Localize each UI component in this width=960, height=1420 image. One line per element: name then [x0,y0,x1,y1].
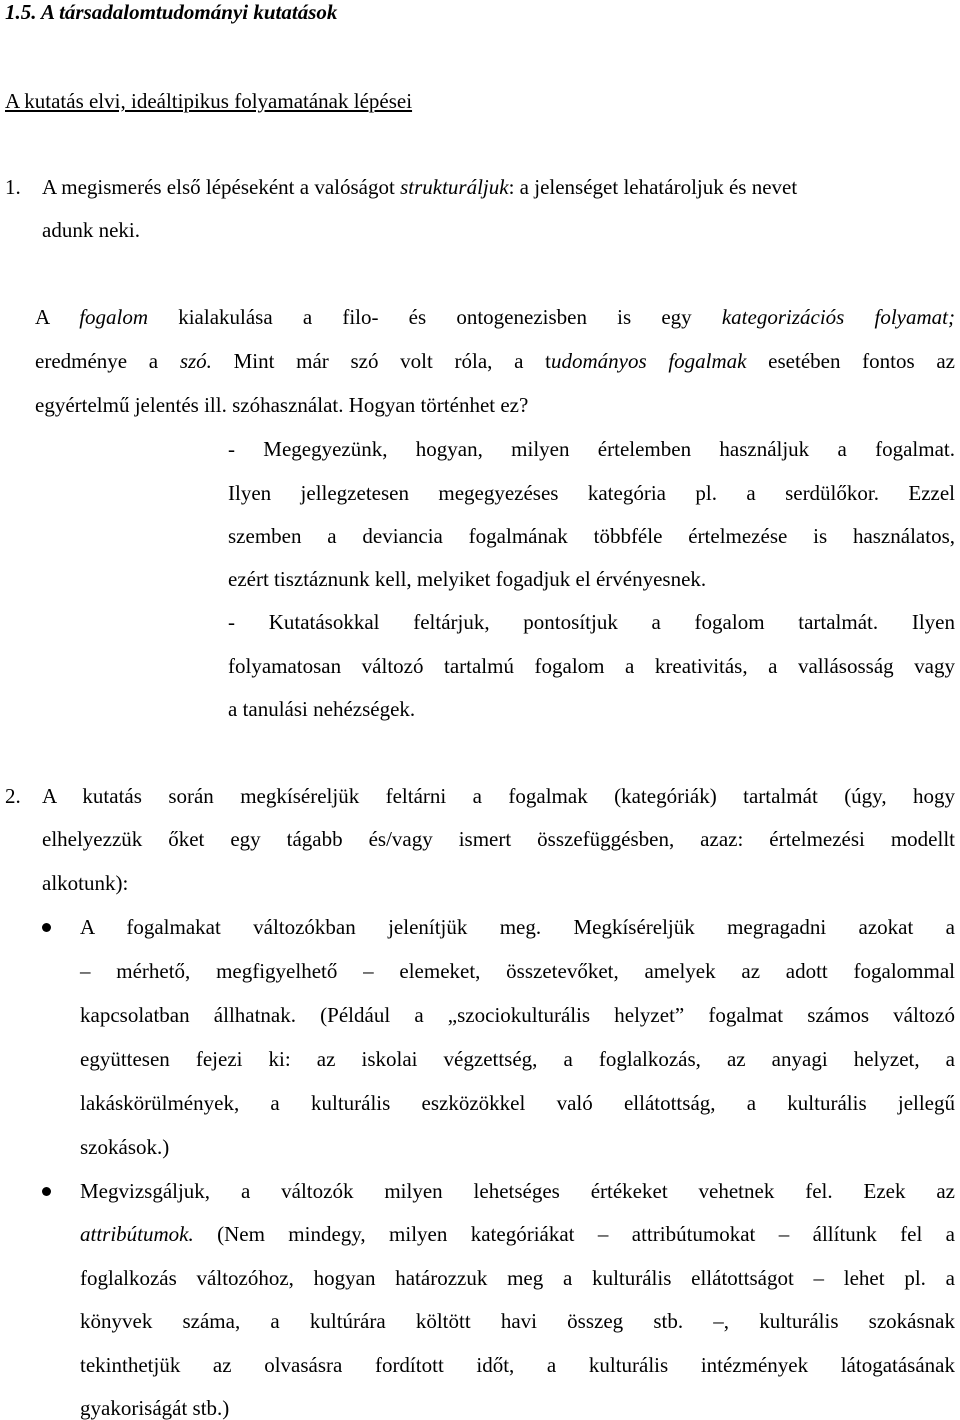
bullet-1-line-2: – mérhető, megfigyelhető – elemeket, összetevőket, amelyek az adott fogalommal [80,959,955,983]
bullet-1-line-4: együttesen fejezi ki: az iskolai végzettség, a foglalkozás, az anyagi helyzet, a [80,1047,955,1071]
dash-item-1-line-2: Ilyen jellegzetesen megegyezéses kategória pl. a serdülőkor. Ezzel [228,481,955,505]
bullet-2-text: (Nem mindegy, milyen kategóriákat – attribútumokat – állítunk fel a [193,1222,955,1246]
bullet-1-dot [42,923,51,932]
step2-line-2: elhelyezzük őket egy tágabb és/vagy ismert összefüggésben, azaz: értelmezési modellt [42,827,955,851]
subtitle: A kutatás elvi, ideáltipikus folyamatának lépései [5,89,413,113]
dash-item-2-line-2: folyamatosan változó tartalmú fogalom a kreativitás, a vallásosság vagy [228,654,955,678]
fogalom-emphasis-1: fogalom [79,305,149,329]
step2-line-3: alkotunk): [42,871,129,895]
bullet-2-line-6: gyakoriságát stb.) [80,1396,230,1420]
fogalom-line-2 [35,349,955,373]
bullet-2-line-2 [80,1222,955,1246]
fogalom-line-3: egyértelmű jelentés ill. szóhasználat. Hogyan történhet ez? [35,393,529,417]
fogalom-emphasis-2: kategorizációs folyamat; [721,305,955,329]
attributes-term: attribútumok. [80,1222,194,1246]
bullet-1-line-3: kapcsolatban állhatnak. (Például a „szociokulturális helyzet” fogalmat számos változó [80,1003,955,1027]
fogalom-text-d: Mint már szó volt róla, a t [211,349,551,373]
step2-number: 2. [5,784,21,808]
bullet-2-line-1: Megvizsgáljuk, a változók milyen lehetséges értékeket vehetnek fel. Ezek az [80,1179,955,1203]
step1-number: 1. [5,175,21,199]
bullet-2-line-4: könyvek száma, a kultúrára költött havi összeg stb. –, kulturális szokásnak [80,1309,955,1333]
fogalom-text-b: kialakulása a filo- és ontogenezisben is egy [148,305,722,329]
dash-item-2-line-3: a tanulási nehézségek. [228,697,416,721]
fogalom-emphasis-3: szó. [179,349,212,373]
fogalom-text-e: esetében fontos az [746,349,955,373]
fogalom-line-1 [35,305,955,329]
bullet-1-line-6: szokások.) [80,1135,170,1159]
bullet-2-dot [42,1187,51,1196]
bullet-1-line-5: lakáskörülmények, a kulturális eszközökkel való ellátottság, a kulturális jellegű [80,1091,955,1115]
step1-line-1 [42,175,797,199]
fogalom-emphasis-4: udományos fogalmak [550,349,747,373]
dash-item-1-line-3: szemben a deviancia fogalmának többféle értelmezése is használatos, [228,524,955,548]
section-title: 1.5. A társadalomtudományi kutatások [5,0,338,24]
step1-line-2: adunk neki. [42,218,140,242]
step1-emphasis: strukturáljuk [400,175,509,199]
fogalom-text-a: A [35,305,80,329]
bullet-2-line-3: foglalkozás változóhoz, hogyan határozzuk meg a kulturális ellátottságot – lehet pl. a [80,1266,955,1290]
dash-item-2-line-1: - Kutatásokkal feltárjuk, pontosítjuk a fogalom tartalmát. Ilyen [228,610,955,634]
step1-text-a: A megismerés első lépéseként a valóságot [42,175,401,199]
step1-text-b: : a jelenséget lehatároljuk és nevet [508,175,798,199]
fogalom-text-c: eredménye a [35,349,180,373]
bullet-1-line-1: A fogalmakat változókban jelenítjük meg. Megkíséreljük megragadni azokat a [80,915,955,939]
dash-item-1-line-4: ezért tisztáznunk kell, melyiket fogadjuk el érvényesnek. [228,567,707,591]
bullet-2-line-5: tekinthetjük az olvasásra fordított időt, a kulturális intézmények látogatásának [80,1353,955,1377]
dash-item-1-line-1: - Megegyezünk, hogyan, milyen értelemben használjuk a fogalmat. [228,437,955,461]
step2-line-1: A kutatás során megkíséreljük feltárni a fogalmak (kategóriák) tartalmát (úgy, hogy [42,784,955,808]
